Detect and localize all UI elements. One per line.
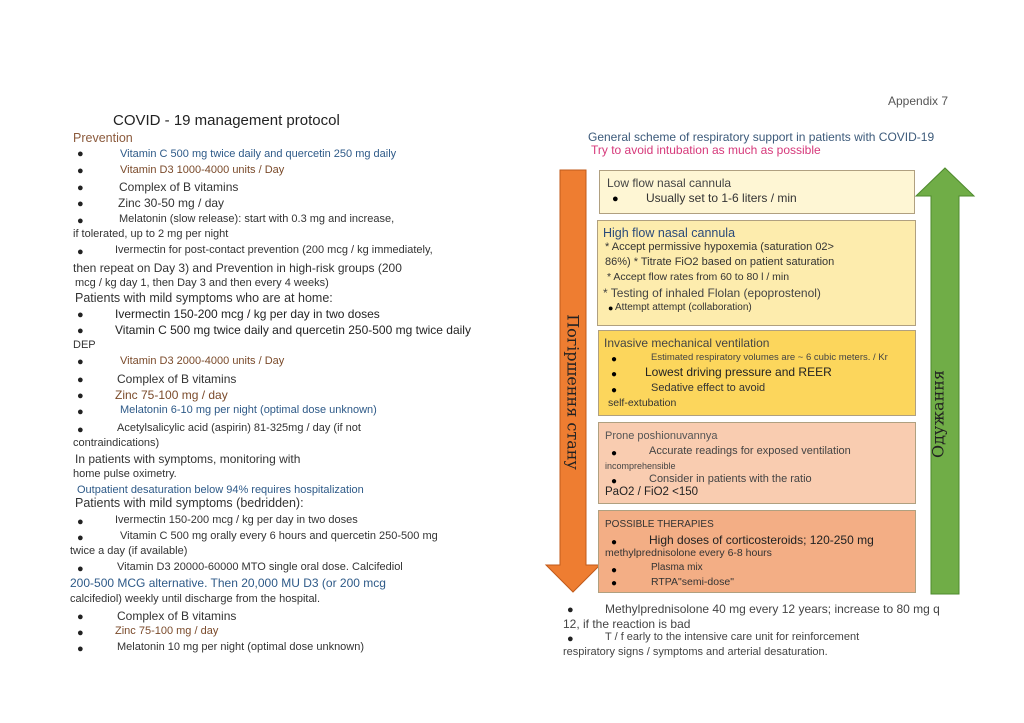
- box-line: PaO2 / FiO2 <150: [605, 486, 699, 498]
- box-line: Sedative effect to avoid: [651, 382, 766, 394]
- list-item: Vitamin C 500 mg twice daily and quercetin 250-500 mg twice daily: [115, 323, 471, 337]
- possible-therapies-box: [598, 510, 916, 593]
- box-title: Invasive mechanical ventilation: [604, 336, 770, 350]
- list-item: then repeat on Day 3) and Prevention in high-risk groups (200: [73, 261, 402, 275]
- list-item: calcifediol) weekly until discharge from the hospital.: [70, 593, 321, 605]
- bedridden-header: Patients with mild symptoms (bedridden):: [75, 496, 304, 510]
- bullet-icon: ●: [77, 643, 84, 655]
- box-line: Accurate readings for exposed ventilation: [649, 445, 851, 457]
- footer-line: T / f early to the intensive care unit for reinforcement: [605, 631, 860, 643]
- box-title: POSSIBLE THERAPIES: [605, 519, 714, 530]
- bullet-icon: ●: [611, 537, 618, 548]
- list-item: Zinc 75-100 mg / day: [115, 388, 228, 402]
- bullet-icon: ●: [77, 516, 84, 528]
- box-line: methylprednisolone every 6-8 hours: [605, 547, 772, 559]
- bullet-icon: ●: [77, 165, 84, 177]
- list-item: Zinc 30-50 mg / day: [118, 196, 225, 210]
- list-item: home pulse oximetry.: [73, 468, 177, 480]
- bullet-icon: ●: [608, 303, 614, 313]
- box-line: Attempt attempt (collaboration): [615, 302, 752, 313]
- bullet-icon: ●: [77, 198, 84, 210]
- list-item: Ivermectin 150-200 mcg / kg per day in two doses: [115, 307, 380, 321]
- recovery-label: Одужання: [928, 369, 948, 459]
- bullet-icon: ●: [77, 246, 84, 258]
- list-item: Melatonin 10 mg per night (optimal dose unknown): [117, 641, 365, 653]
- respiratory-scheme-header: General scheme of respiratory support in patients with COVID-19: [588, 130, 935, 144]
- list-item: Vitamin C 500 mg twice daily and quercetin 250 mg daily: [120, 148, 397, 160]
- respiratory-scheme-subheader: Try to avoid intubation as much as possible: [591, 143, 821, 157]
- list-item: Ivermectin for post-contact prevention (200 mcg / kg immediately,: [115, 244, 433, 256]
- low-flow-box: [599, 170, 915, 214]
- prevention-header: Prevention: [73, 131, 133, 145]
- list-item: 200-500 MCG alternative. Then 20,000 MU D3 (or 200 mcg: [70, 576, 386, 590]
- list-item: DEP: [73, 339, 96, 351]
- list-item: Vitamin D3 1000-4000 units / Day: [120, 164, 285, 176]
- bullet-icon: ●: [77, 406, 84, 418]
- list-item: Complex of B vitamins: [117, 372, 237, 386]
- list-item: mcg / kg day 1, then Day 3 and then every 4 weeks): [75, 277, 329, 289]
- box-line: * Accept permissive hypoxemia (saturation 02>: [605, 241, 834, 253]
- bullet-icon: ●: [567, 633, 574, 645]
- box-title: Low flow nasal cannula: [607, 176, 732, 190]
- box-line: * Accept flow rates from 60 to 80 l / min: [607, 271, 790, 283]
- bullet-icon: ●: [77, 390, 84, 402]
- list-item: Complex of B vitamins: [119, 180, 239, 194]
- bullet-icon: ●: [77, 215, 84, 227]
- box-line: Estimated respiratory volumes are ~ 6 cubic meters. / Kr: [651, 352, 888, 363]
- bullet-icon: ●: [77, 532, 84, 544]
- list-item: Vitamin D3 2000-4000 units / Day: [120, 355, 285, 367]
- list-item: Acetylsalicylic acid (aspirin) 81-325mg / day (if not: [117, 422, 361, 434]
- footer-line: respiratory signs / symptoms and arterial desaturation.: [563, 646, 828, 658]
- box-line: Plasma mix: [651, 562, 703, 573]
- list-item: twice a day (if available): [70, 545, 188, 557]
- list-item: In patients with symptoms, monitoring with: [75, 452, 301, 466]
- box-line: Consider in patients with the ratio: [649, 473, 812, 485]
- mild-header: Patients with mild symptoms who are at home:: [75, 291, 333, 305]
- appendix-label: Appendix 7: [888, 94, 949, 108]
- bullet-icon: ●: [77, 309, 84, 321]
- box-title: High flow nasal cannula: [603, 226, 736, 240]
- footer-line: Methylprednisolone 40 mg every 12 years; increase to 80 mg q: [605, 602, 940, 616]
- bullet-icon: ●: [77, 182, 84, 194]
- box-line: RTPA"semi-dose": [651, 576, 734, 588]
- list-item: Ivermectin 150-200 mcg / kg per day in two doses: [115, 514, 358, 526]
- bullet-icon: ●: [611, 476, 618, 487]
- box-line: Lowest driving pressure and REER: [645, 365, 832, 379]
- box-line: High doses of corticosteroids; 120-250 mg: [649, 533, 874, 547]
- page-title: COVID - 19 management protocol: [113, 112, 340, 129]
- deterioration-label: Погіршення стану: [563, 314, 583, 470]
- bullet-icon: ●: [77, 611, 84, 623]
- prone-positioning-box: [598, 422, 916, 504]
- list-item: Complex of B vitamins: [117, 609, 237, 623]
- bullet-icon: ●: [77, 627, 84, 639]
- invasive-ventilation-box: [598, 330, 916, 416]
- list-item: Vitamin C 500 mg orally every 6 hours and quercetin 250-500 mg: [120, 530, 438, 542]
- list-item: Melatonin 6-10 mg per night (optimal dose unknown): [120, 404, 377, 416]
- bullet-icon: ●: [611, 369, 618, 380]
- bullet-icon: ●: [77, 424, 84, 436]
- list-item: Vitamin D3 20000-60000 MTO single oral dose. Calcifediol: [117, 561, 403, 573]
- box-line: * Testing of inhaled Flolan (epoprostenol): [603, 286, 821, 300]
- list-item: Zinc 75-100 mg / day: [115, 625, 219, 637]
- bullet-icon: ●: [611, 385, 618, 396]
- list-item: Melatonin (slow release): start with 0.3 mg and increase,: [119, 213, 395, 225]
- list-item: if tolerated, up to 2 mg per night: [73, 228, 229, 240]
- bullet-icon: ●: [611, 448, 618, 459]
- bullet-icon: ●: [77, 356, 84, 368]
- list-item: Outpatient desaturation below 94% requires hospitalization: [77, 484, 364, 496]
- box-line: self-extubation: [608, 397, 677, 409]
- bullet-icon: ●: [611, 578, 618, 589]
- list-item: contraindications): [73, 437, 160, 449]
- bullet-icon: ●: [611, 354, 618, 365]
- bullet-icon: ●: [567, 604, 574, 616]
- bullet-icon: ●: [77, 563, 84, 575]
- bullet-icon: ●: [77, 148, 84, 160]
- box-line: Usually set to 1-6 liters / min: [646, 191, 797, 205]
- box-title: Prone poshionuvannya: [605, 430, 718, 442]
- high-flow-box: [597, 220, 916, 326]
- box-line: incomprehensible: [605, 461, 676, 471]
- bullet-icon: ●: [612, 193, 619, 205]
- bullet-icon: ●: [77, 374, 84, 386]
- bullet-icon: ●: [611, 565, 618, 576]
- box-line: 86%) * Titrate FiO2 based on patient saturation: [605, 256, 835, 268]
- footer-line: 12, if the reaction is bad: [563, 617, 691, 631]
- bullet-icon: ●: [77, 325, 84, 337]
